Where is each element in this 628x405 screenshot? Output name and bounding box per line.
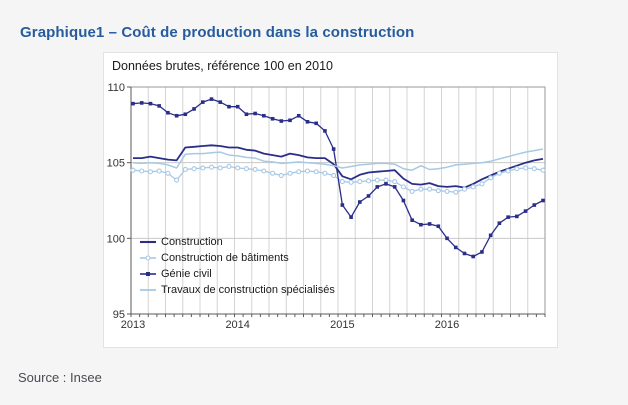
data-marker [445,189,449,193]
legend-swatch [140,237,156,247]
data-marker [419,187,423,191]
x-tick-label: 2015 [330,319,355,331]
data-marker [323,171,327,175]
data-marker [166,171,170,175]
y-tick-label: 100 [106,233,125,246]
data-marker [332,174,336,178]
chart-panel [103,52,558,348]
data-marker [323,129,327,133]
data-marker [279,119,283,123]
data-marker [515,167,519,171]
legend-item [140,250,335,266]
data-marker [288,171,292,175]
source-text: Source : Insee [18,370,102,385]
data-marker [393,185,397,189]
data-marker [244,167,248,171]
data-marker [393,180,397,184]
data-marker [471,185,475,189]
data-marker [506,215,510,219]
data-marker [489,234,493,238]
data-marker [201,100,205,104]
data-marker [227,164,231,168]
data-marker [532,203,536,207]
data-marker [149,102,153,106]
data-marker [480,182,484,186]
data-marker [471,255,475,259]
legend-item [140,234,335,250]
data-marker [445,237,449,241]
legend-label: Construction [161,236,223,248]
legend-swatch [140,285,156,295]
data-marker [436,189,440,193]
data-marker [410,218,414,222]
legend-label: Construction de bâtiments [161,252,289,264]
y-tick-label: 110 [107,82,125,94]
data-marker [218,166,222,170]
data-marker [271,171,275,175]
data-marker [131,102,135,106]
data-marker [375,185,379,189]
data-marker [358,200,362,204]
data-marker [384,178,388,182]
data-marker [305,169,309,173]
data-marker [201,166,205,170]
data-marker [515,215,519,219]
page-title: Graphique1 – Coût de production dans la construction [20,24,415,41]
data-marker [262,169,266,173]
data-marker [140,169,144,173]
data-marker [480,250,484,254]
data-marker [375,178,379,182]
data-marker [262,114,266,118]
data-marker [428,187,432,191]
data-marker [349,180,353,184]
chart-plot [104,53,559,349]
data-marker [236,166,240,170]
y-tick-label: 105 [106,157,125,170]
data-marker [210,165,214,169]
data-marker [236,105,240,109]
data-marker [402,199,406,203]
data-marker [218,100,222,104]
data-marker [279,174,283,178]
data-marker [454,190,458,194]
data-marker [166,111,170,115]
data-marker [340,180,344,184]
data-marker [341,203,345,207]
data-marker [131,168,135,172]
data-marker [175,114,179,118]
legend-label: Génie civil [161,268,212,280]
data-marker [227,105,231,109]
data-marker [358,180,362,184]
data-marker [489,176,493,180]
data-marker [253,112,257,116]
data-marker [288,118,292,122]
chart-subtitle: Données brutes, référence 100 en 2010 [112,59,333,73]
data-marker [184,112,188,116]
data-marker [454,246,458,250]
data-marker [175,178,179,182]
data-marker [497,171,501,175]
data-marker [183,167,187,171]
data-marker [419,223,423,227]
data-marker [332,147,336,151]
data-marker [297,170,301,174]
data-marker [148,170,152,174]
data-marker [524,166,528,170]
legend-swatch [140,253,156,263]
data-marker [349,215,353,219]
data-marker [314,170,318,174]
data-marker [253,167,257,171]
data-marker [498,221,502,225]
data-marker [306,120,310,124]
data-marker [524,209,528,213]
legend-label: Travaux de construction spécialisés [161,284,335,296]
data-marker [245,112,249,116]
data-marker [437,224,441,228]
data-marker [192,107,196,111]
data-marker [462,187,466,191]
data-marker [157,104,161,108]
y-tick-label: 95 [112,309,125,321]
x-tick-label: 2013 [120,319,146,331]
legend-swatch [140,269,156,279]
data-marker [463,252,467,256]
legend-item [140,266,335,282]
data-marker [541,199,545,203]
chart-legend [140,234,335,298]
data-marker [401,185,405,189]
data-marker [541,168,545,172]
x-tick-label: 2014 [225,319,250,331]
data-marker [140,101,144,105]
data-marker [314,122,318,126]
data-marker [428,222,432,226]
data-marker [367,179,371,183]
data-marker [384,182,388,186]
data-marker [192,167,196,171]
data-marker [367,194,371,198]
data-marker [157,169,161,173]
x-tick-label: 2016 [434,319,460,331]
data-marker [297,114,301,118]
data-marker [532,167,536,171]
data-marker [271,117,275,121]
data-marker [210,97,214,101]
data-marker [506,169,510,173]
data-marker [410,189,414,193]
legend-item [140,282,335,298]
